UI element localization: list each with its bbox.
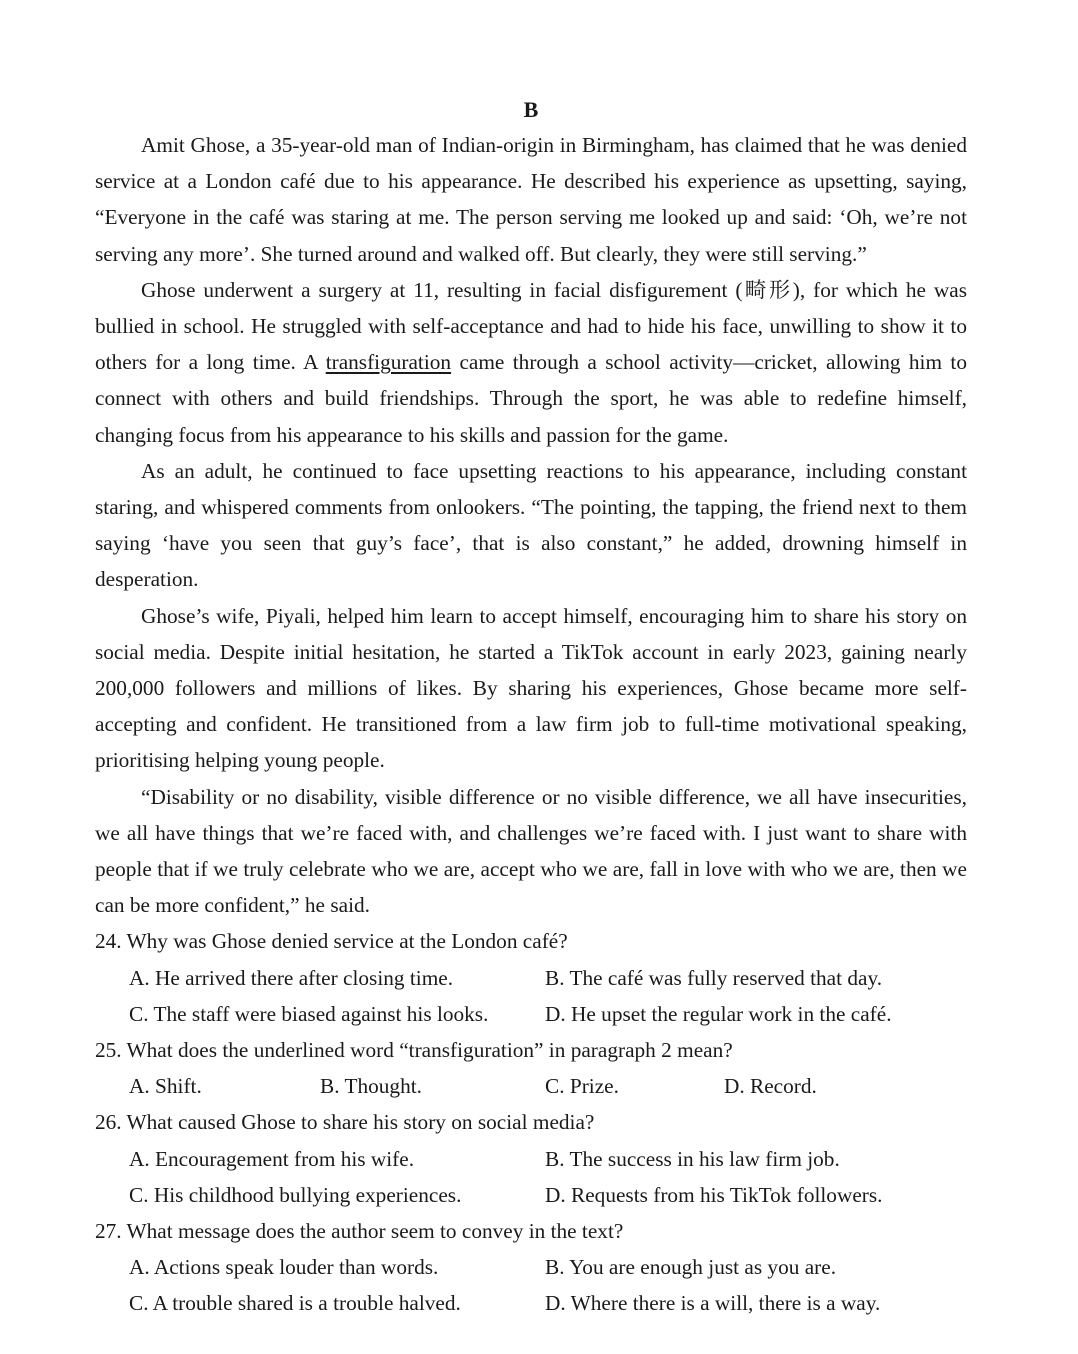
options-row [95,1285,967,1321]
question-stem: 24. Why was Ghose denied service at the London café? [95,929,568,954]
paragraph-5: “Disability or no disability, visible difference or no visible difference, we all have insecurities, we all have things that we’re faced with, and challenges we’re faced with. I just want to share with people that if we truly celebrate who we are, accept who we are, fall in love with who we are, then we can be more confident,” he said. [95,784,967,918]
exam-page [95,93,967,1322]
option-d: D. Record. [724,1074,817,1099]
option-a: A. Encouragement from his wife. [129,1146,415,1171]
question-24 [95,923,967,1032]
underlined-word: transfiguration [325,350,452,375]
question-stem: 25. What does the underlined word “transfiguration” in paragraph 2 mean? [95,1038,733,1063]
option-c: C. A trouble shared is a trouble halved. [129,1291,461,1316]
question-stem: 26. What caused Ghose to share his story on social media? [95,1110,595,1135]
question-27 [95,1213,967,1322]
section-title: B [523,97,539,122]
paragraph-2-text-before: Ghose underwent a surgery at 11, resulting in facial disfigurement (畸形), for which he was bullied in school. He struggled with self-acceptance and had to hide his face, unwilling to show it to others for a long time. A [95,277,967,375]
question-26 [95,1104,967,1213]
options-row [95,1249,967,1285]
option-a: A. He arrived there after closing time. [129,965,454,990]
option-c: C. The staff were biased against his looks. [129,1001,489,1026]
options-row [95,1177,967,1213]
option-c: C. Prize. [545,1074,619,1099]
option-b: B. You are enough just as you are. [545,1255,837,1280]
question-25 [95,1032,967,1104]
option-b: B. The café was fully reserved that day. [545,965,883,990]
option-d: D. Where there is a will, there is a way. [545,1291,881,1316]
option-c: C. His childhood bullying experiences. [129,1182,462,1207]
option-d: D. He upset the regular work in the café. [545,1001,892,1026]
option-b: B. Thought. [320,1074,422,1099]
options-row [95,996,967,1032]
paragraph-1: Amit Ghose, a 35-year-old man of Indian-origin in Birmingham, has claimed that he was denied service at a London café due to his appearance. He described his experience as upsetting, saying, “Everyone in the café was staring at me. The person serving me looked up and said: ‘Oh, we’re not serving any more’. She turned around and walked off. But clearly, they were still serving.” [95,133,967,266]
options-row [95,960,967,996]
options-row [95,1068,967,1104]
options-row [95,1141,967,1177]
option-d: D. Requests from his TikTok followers. [545,1182,883,1207]
paragraph-2-text-after: came through a school activity—cricket, allowing him to connect with others and build friendships. Through the sport, he was able to redefine himself, changing focus from his appearance to his skills and passion for the game. [95,350,967,447]
question-stem: 27. What message does the author seem to convey in the text? [95,1219,624,1244]
paragraph-4: Ghose’s wife, Piyali, helped him learn to accept himself, encouraging him to share his story on social media. Despite initial hesitation, he started a TikTok account in early 2023, gaining nearly 200,000 followers and millions of likes. By sharing his experiences, Ghose became more self-accepting and confident. He transitioned from a law firm job to full-time motivational speaking, prioritising helping young people. [95,603,967,773]
option-b: B. The success in his law firm job. [545,1146,840,1171]
paragraph-2 [95,272,967,453]
option-a: A. Actions speak louder than words. [129,1255,439,1280]
option-a: A. Shift. [129,1074,202,1099]
paragraph-3: As an adult, he continued to face upsetting reactions to his appearance, including constant staring, and whispered comments from onlookers. “The pointing, the tapping, the friend next to them saying ‘have you seen that guy’s face’, that is also constant,” he added, drowning himself in desperation. [95,458,967,592]
